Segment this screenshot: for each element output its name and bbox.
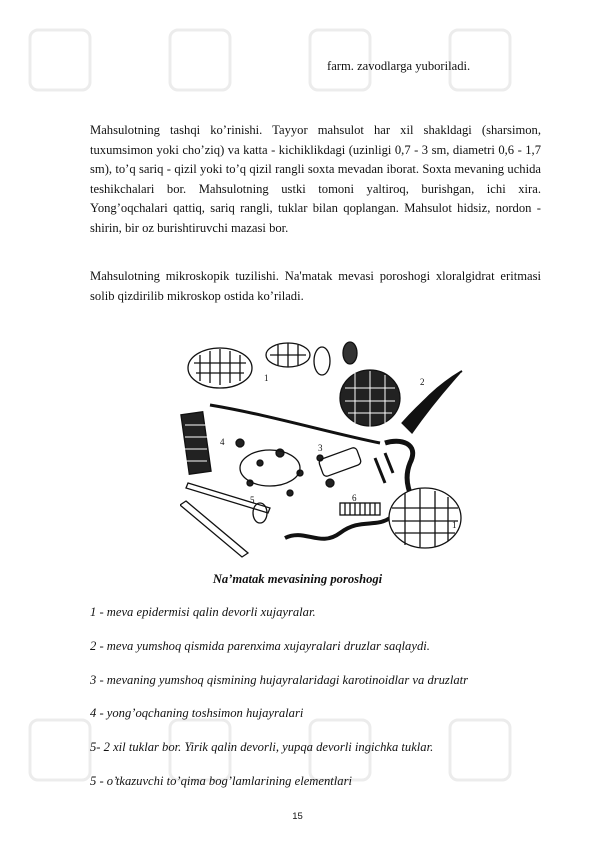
figure-caption: Na’matak mevasining poroshogi — [212, 572, 383, 586]
legend-item-5: 5- 2 xil tuklar bor. Yirik qalin devorli, yupqa devorli ingichka tuklar. — [90, 740, 434, 754]
legend-item-1: 1 - meva epidermisi qalin devorli xujayralar. — [90, 605, 316, 619]
legend-item-2: 2 - meva yumshoq qismida parenxima xujayralari druzlar saqlaydi. — [90, 639, 430, 653]
legend-item-6: 5 - o’tkazuvchi to’qima bog’lamlarining elementlari — [90, 774, 352, 788]
rosehip-powder-micrograph — [180, 333, 465, 558]
figure-label-6: 6 — [352, 493, 357, 503]
paragraph-appearance-text: Mahsulotning tashqi ko’rinishi. Tayyor mahsulot har xil shakldagi (sharsimon, tuxumsimon yoki cho’ziq) va katta - kichiklikdagi (uzinligi 0,7 - 3 sm, diametri 0,6 - 1,7 sm), to’q sariq - qizil yoki to’q qizil rangli soxta mevadan iborat. Soxta mevaning uchida teshikchalari bor. Mahsulotning ustki tomoni yaltiroq, burishgan, ichi xira. Yong’oqchalari qattiq, sariq rangli, tuklar bilan qoplangan. Mahsulot hidsiz, nordon - shirin, bir oz burishtiruvchi mazasi bor. — [90, 123, 541, 235]
top-continuation-line: farm. zavodlarga yuboriladi. — [327, 59, 471, 73]
figure-label-2: 2 — [420, 377, 425, 387]
paragraph-microscopic — [90, 267, 541, 306]
figure-label-1: 1 — [264, 373, 269, 383]
legend-item-4: 4 - yong’oqchaning toshsimon hujayralari — [90, 706, 304, 720]
page-number: 15 — [292, 811, 303, 822]
figure-label-1b: 1 — [452, 520, 457, 530]
figure-label-3: 3 — [318, 443, 323, 453]
paragraph-microscopic-text: Mahsulotning mikroskopik tuzilishi. Na'matak mevasi poroshogi xloralgidrat eritmasi solib qizdirilib mikroskop ostida ko’riladi. — [90, 269, 541, 303]
paragraph-appearance — [90, 121, 541, 239]
figure-label-5: 5 — [250, 495, 255, 505]
figure-label-4: 4 — [220, 437, 225, 447]
legend-item-3: 3 - mevaning yumshoq qismining hujayralaridagi karotinoidlar va druzlatr — [90, 673, 469, 687]
